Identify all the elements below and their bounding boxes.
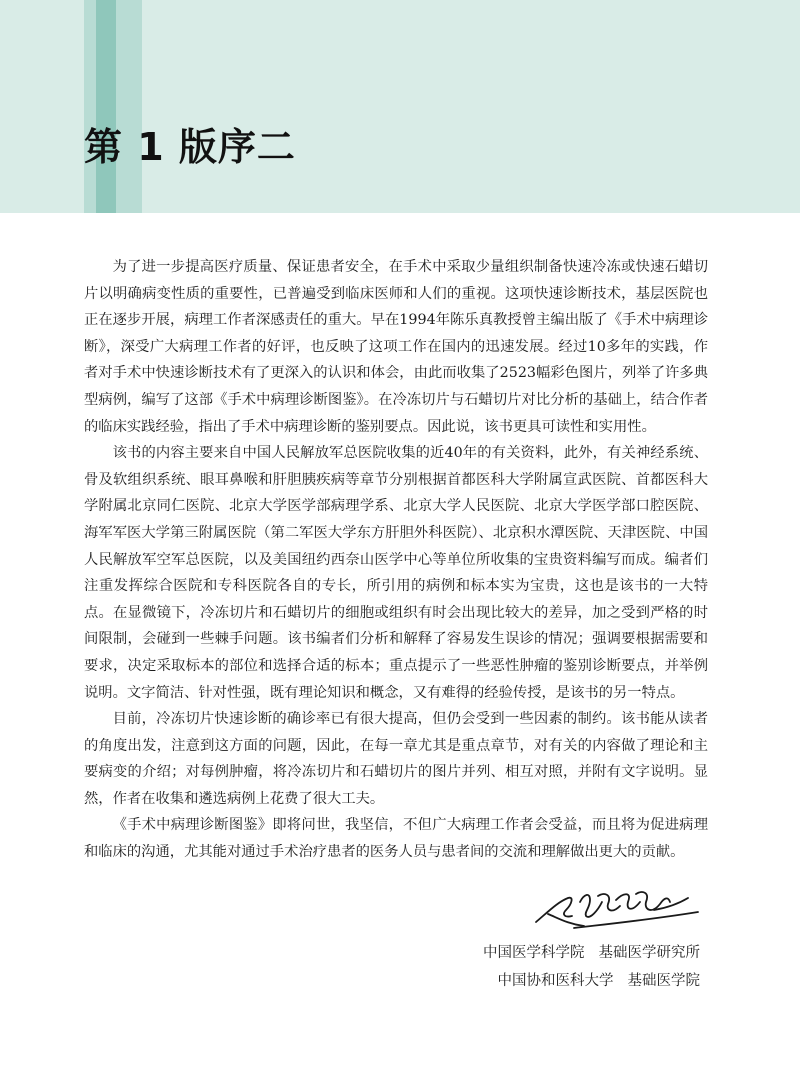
preface-body [84, 254, 708, 866]
affiliation-org: 中国医学科学院 [483, 945, 585, 961]
decorative-stripe [116, 0, 142, 213]
affiliation-org: 中国协和医科大学 [497, 973, 614, 989]
signature-icon [528, 880, 708, 936]
affiliation-dept: 基础医学院 [627, 973, 700, 989]
affiliation-line [498, 974, 701, 989]
paragraph: 《手术中病理诊断图鉴》即将问世，我坚信，不但广大病理工作者会受益，而且将为促进病理和临床的沟通，尤其能对通过手术治疗患者的医务人员与患者间的交流和理解做出更大的贡献。 [84, 817, 708, 861]
header-band [0, 0, 800, 213]
paragraph: 该书的内容主要来自中国人民解放军总医院收集的近40年的有关资料，此外，有关神经系统、骨及软组织系统、眼耳鼻喉和肝胆胰疾病等章节分别根据首都医科大学附属宣武医院、首都医科大学附属北京同仁医院、北京大学医学部病理学系、北京大学人民医院、北京大学医学部口腔医院、海军军医大学第三附属医院（第二军医大学东方肝胆外科医院）、北京积水潭医院、天津医院、中国人民解放军空军总医院，以及美国纽约西奈山医学中心等单位所收集的宝贵资料编写而成。编者们注重发挥综合医院和专科医院各自的专长，所引用的病例和标本实为宝贵，这也是该书的一大特点。在显微镜下，冷冻切片和石蜡切片的细胞或组织有时会出现比较大的差异，加之受到严格的时间限制，会碰到一些棘手问题。该书编者们分析和解释了容易发生误诊的情况；强调要根据需要和要求，决定采取标本的部位和选择合适的标本；重点提示了一些恶性肿瘤的鉴别诊断要点，并举例说明。文字简洁、针对性强，既有理论知识和概念，又有难得的经验传授，是该书的另一特点。 [84, 445, 708, 701]
paragraph: 目前，冷冻切片快速诊断的确诊率已有很大提高，但仍会受到一些因素的制约。该书能从读者的角度出发，注意到这方面的问题，因此，在每一章尤其是重点章节，对有关的内容做了理论和主要病变的介绍；对每例肿瘤，将冷冻切片和石蜡切片的图片并列、相互对照，并附有文字说明。显然，作者在收集和遴选病例上花费了很大工夫。 [84, 711, 708, 807]
page-title: 第 1 版序二 [84, 125, 296, 169]
decorative-stripe [84, 0, 96, 213]
affiliation-dept: 基础医学研究所 [598, 945, 700, 961]
affiliation-line [483, 946, 700, 961]
paragraph: 为了进一步提高医疗质量、保证患者安全，在手术中采取少量组织制备快速冷冻或快速石蜡切片以明确病变性质的重要性，已普遍受到临床医师和人们的重视。这项快速诊断技术，基层医院也正在逐步开展，病理工作者深感责任的重大。早在1994年陈乐真教授曾主编出版了《手术中病理诊断》，深受广大病理工作者的好评，也反映了这项工作在国内的迅速发展。经过10多年的实践，作者对手术中快速诊断技术有了更深入的认识和体会，由此而收集了2523幅彩色图片，列举了许多典型病例，编写了这部《手术中病理诊断图鉴》。在冷冻切片与石蜡切片对比分析的基础上，结合作者的临床实践经验，指出了手术中病理诊断的鉴别要点。因此说，该书更具可读性和实用性。 [84, 259, 708, 435]
decorative-stripe [96, 0, 116, 213]
